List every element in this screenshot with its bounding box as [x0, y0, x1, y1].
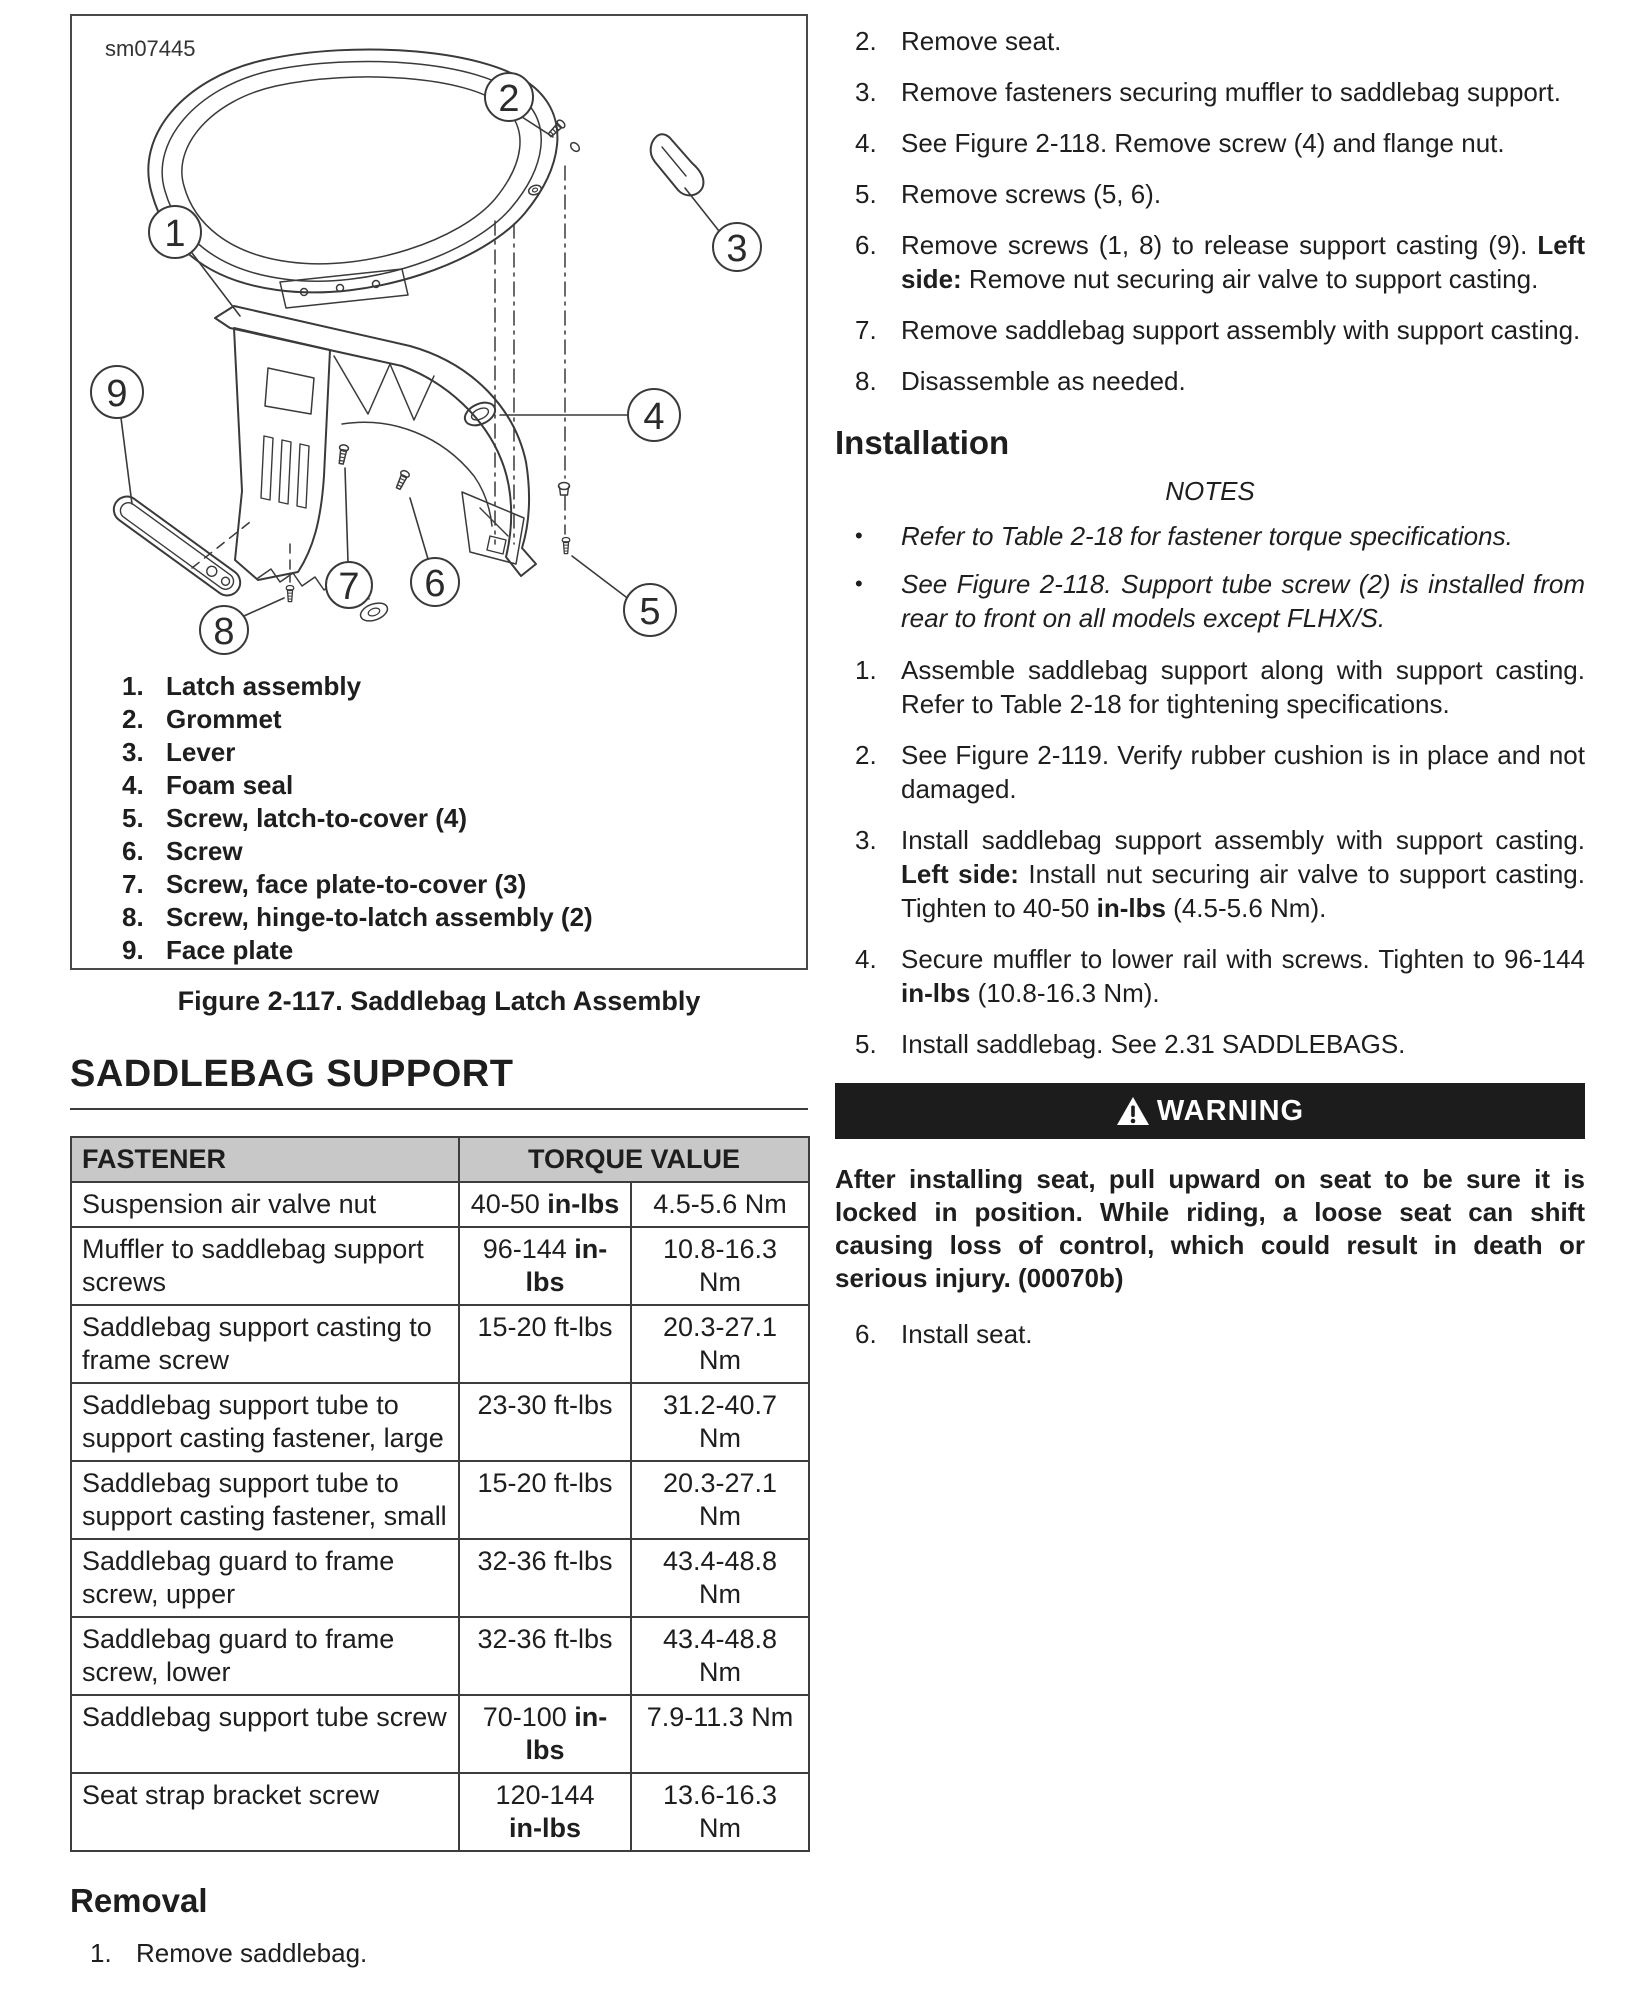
svg-text:5: 5 — [639, 591, 661, 633]
svg-text:4: 4 — [643, 396, 665, 438]
torque-value-cell — [459, 1773, 631, 1851]
legend-item-number: 2. — [122, 704, 144, 734]
bullet-icon: • — [855, 523, 863, 548]
bold-text: in-lbs — [901, 978, 971, 1008]
legend-item-number: 9. — [122, 935, 144, 965]
column-header-fastener: FASTENER — [71, 1137, 459, 1182]
torque-unit: in-lbs — [509, 1813, 581, 1843]
bold-text: Left side: — [901, 230, 1585, 294]
legend-item — [122, 835, 806, 868]
figure-caption: Figure 2-117. Saddlebag Latch Assembly — [177, 986, 701, 1016]
callout-3 — [713, 223, 761, 271]
text: Install nut securing air valve to support casting. Tighten to 40-50 — [901, 859, 1585, 923]
bold-text: Left side: — [901, 859, 1019, 889]
list-item — [855, 1317, 1585, 1351]
fastener-cell: Saddlebag support tube to support casting fastener, small — [71, 1461, 459, 1539]
callout-6 — [411, 558, 459, 606]
list-item-number: 7. — [855, 315, 877, 345]
legend-item — [122, 901, 806, 934]
figure-2-117 — [70, 14, 808, 970]
legend-item — [122, 934, 806, 967]
warning-label: WARNING — [1156, 1094, 1305, 1127]
alignment-dash-lines — [495, 166, 565, 544]
legend-item-number: 1. — [122, 671, 144, 701]
list-item-text — [901, 75, 1585, 109]
text: (10.8-16.3 Nm). — [970, 978, 1160, 1008]
legend-item-label: Latch assembly — [166, 671, 362, 701]
note-text: See Figure 2-118. Support tube screw (2) is installed from rear to front on all models except FLHX/S. — [901, 569, 1585, 633]
fastener-cell: Saddlebag support tube screw — [71, 1695, 459, 1773]
list-item-number: 1. — [855, 655, 877, 685]
notes-label: NOTES — [1165, 476, 1255, 506]
screw-hinge-to-latch — [286, 585, 294, 601]
metric-value-cell: 10.8-16.3 Nm — [631, 1227, 809, 1305]
text: Remove screws (5, 6). — [901, 179, 1162, 209]
callout-5 — [624, 584, 676, 636]
list-item-number: 5. — [855, 1029, 877, 1059]
metric-value-cell: 13.6-16.3 Nm — [631, 1773, 809, 1851]
text: Install seat. — [901, 1319, 1033, 1349]
list-item-number: 5. — [855, 179, 877, 209]
list-item-text — [901, 177, 1585, 211]
list-item-text — [901, 738, 1585, 806]
legend-item — [122, 802, 806, 835]
torque-value: 15-20 — [477, 1468, 555, 1498]
list-item — [855, 1027, 1585, 1061]
face-plate — [109, 491, 246, 600]
torque-value-cell — [459, 1305, 631, 1383]
list-item-text — [901, 228, 1585, 296]
notes-list — [835, 519, 1585, 635]
list-item-number: 3. — [855, 77, 877, 107]
fastener-cell: Saddlebag guard to frame screw, lower — [71, 1617, 459, 1695]
legend-item-label: Face plate — [166, 935, 294, 965]
column-header-torque-value: TORQUE VALUE — [459, 1137, 809, 1182]
legend-item — [122, 670, 806, 703]
legend-item-number: 3. — [122, 737, 144, 767]
screw-face-plate-to-cover — [337, 444, 349, 464]
list-item-text — [901, 1027, 1585, 1061]
metric-value-cell: 31.2-40.7 Nm — [631, 1383, 809, 1461]
list-item-number: 3. — [855, 825, 877, 855]
fastener-cell: Saddlebag support tube to support casting fastener, large — [71, 1383, 459, 1461]
foam-seal — [461, 398, 498, 430]
legend-item-label: Screw, face plate-to-cover (3) — [166, 869, 527, 899]
svg-text:6: 6 — [424, 563, 446, 605]
text: Remove seat. — [901, 26, 1062, 56]
list-item-text — [901, 24, 1585, 58]
list-item — [855, 24, 1585, 58]
torque-unit: ft-lbs — [554, 1624, 613, 1654]
list-item — [90, 1936, 808, 1970]
legend-item-number: 6. — [122, 836, 144, 866]
text: Remove screws (1, 8) to release support casting (9). — [901, 230, 1538, 260]
legend-item — [122, 703, 806, 736]
callout-4 — [628, 389, 680, 441]
list-item — [855, 177, 1585, 211]
list-item — [855, 313, 1585, 347]
torque-unit: ft-lbs — [554, 1546, 613, 1576]
legend-item-number: 8. — [122, 902, 144, 932]
svg-text:7: 7 — [338, 566, 360, 608]
svg-text:1: 1 — [164, 213, 186, 255]
right-column — [835, 24, 1585, 1351]
figure-scan-code: sm07445 — [105, 36, 196, 61]
metric-value-cell: 7.9-11.3 Nm — [631, 1695, 809, 1773]
list-item-text — [901, 126, 1585, 160]
torque-table — [70, 1136, 810, 1852]
torque-value-cell — [459, 1617, 631, 1695]
list-item — [855, 738, 1585, 806]
list-item-number: 1. — [90, 1938, 112, 1968]
text: Install saddlebag support assembly with support casting. — [901, 825, 1585, 855]
list-item-text — [136, 1936, 808, 1970]
metric-value-cell: 43.4-48.8 Nm — [631, 1617, 809, 1695]
list-item-text — [901, 942, 1585, 1010]
torque-table-row — [71, 1695, 809, 1773]
warning-triangle-icon — [1116, 1096, 1150, 1126]
metric-value-cell: 20.3-27.1 Nm — [631, 1305, 809, 1383]
fastener-cell: Saddlebag guard to frame screw, upper — [71, 1539, 459, 1617]
svg-text:3: 3 — [726, 228, 748, 270]
left-column — [70, 14, 808, 1970]
torque-value: 120-144 — [495, 1780, 595, 1810]
legend-item-label: Grommet — [166, 704, 282, 734]
list-item — [855, 75, 1585, 109]
torque-value: 70-100 — [482, 1702, 575, 1732]
callout-leader-lines — [121, 117, 719, 616]
torque-table-row — [71, 1383, 809, 1461]
torque-unit: ft-lbs — [554, 1312, 613, 1342]
callout-7 — [326, 562, 372, 608]
grommet — [527, 184, 542, 197]
list-item-text — [901, 1317, 1585, 1351]
list-item-text — [901, 653, 1585, 721]
text: Secure muffler to lower rail with screws. Tighten to 96-144 — [901, 944, 1585, 974]
torque-table-row — [71, 1305, 809, 1383]
legend-item-number: 7. — [122, 869, 144, 899]
svg-text:9: 9 — [106, 373, 128, 415]
fastener-cell: Suspension air valve nut — [71, 1182, 459, 1227]
text: Disassemble as needed. — [901, 366, 1186, 396]
heading-removal: Removal — [70, 1882, 208, 1919]
warning-text: After installing seat, pull upward on seat to be sure it is locked in position. While riding, a loose seat can shift causing loss of control, which could result in death or serious injury. (00070b) — [835, 1164, 1585, 1293]
torque-table-row — [71, 1617, 809, 1695]
list-item — [855, 228, 1585, 296]
screw-latch-to-cover — [562, 537, 570, 553]
metric-value-cell: 4.5-5.6 Nm — [631, 1182, 809, 1227]
fastener-cell: Muffler to saddlebag support screws — [71, 1227, 459, 1305]
installation-steps — [835, 653, 1585, 1061]
list-item-text — [901, 364, 1585, 398]
flange-nut — [559, 483, 570, 496]
note-item — [855, 567, 1585, 635]
list-item-text — [901, 823, 1585, 925]
torque-table-row — [71, 1227, 809, 1305]
text: (4.5-5.6 Nm). — [1165, 893, 1327, 923]
bold-text: in-lbs — [1096, 893, 1166, 923]
removal-steps-continued — [835, 24, 1585, 398]
text: Install saddlebag. See 2.31 SADDLEBAGS. — [901, 1029, 1406, 1059]
figure-legend — [72, 670, 806, 967]
torque-value-cell — [459, 1695, 631, 1773]
torque-value-cell — [459, 1227, 631, 1305]
list-item — [855, 126, 1585, 160]
text: Remove nut securing air valve to support casting. — [961, 264, 1539, 294]
legend-item-label: Foam seal — [166, 770, 294, 800]
torque-unit: in-lbs — [525, 1234, 608, 1297]
legend-item — [122, 868, 806, 901]
torque-table-row — [71, 1461, 809, 1539]
svg-text:8: 8 — [213, 611, 235, 653]
list-item — [855, 653, 1585, 721]
list-item — [855, 942, 1585, 1010]
lever — [651, 134, 704, 195]
legend-item-number: 5. — [122, 803, 144, 833]
text: Remove saddlebag. — [136, 1938, 368, 1968]
legend-item-label: Screw — [166, 836, 243, 866]
legend-item-label: Lever — [166, 737, 236, 767]
list-item — [855, 823, 1585, 925]
text: Remove saddlebag support assembly with support casting. — [901, 315, 1581, 345]
torque-table-row — [71, 1539, 809, 1617]
torque-value-cell — [459, 1461, 631, 1539]
torque-value: 23-30 — [477, 1390, 555, 1420]
list-item-number: 8. — [855, 366, 877, 396]
torque-value: 15-20 — [477, 1312, 555, 1342]
list-item-text — [901, 313, 1585, 347]
legend-item-label: Screw, hinge-to-latch assembly (2) — [166, 902, 593, 932]
list-item-number: 4. — [855, 944, 877, 974]
torque-value: 96-144 — [482, 1234, 575, 1264]
metric-value-cell: 43.4-48.8 Nm — [631, 1539, 809, 1617]
text: See Figure 2-119. Verify rubber cushion is in place and not damaged. — [901, 740, 1585, 804]
text: Assemble saddlebag support along with support casting. Refer to Table 2-18 for tightening specifications. — [901, 655, 1585, 719]
text: See Figure 2-118. Remove screw (4) and flange nut. — [901, 128, 1505, 158]
torque-value-cell — [459, 1383, 631, 1461]
warning-banner — [835, 1083, 1585, 1139]
fastener-cell: Seat strap bracket screw — [71, 1773, 459, 1851]
bullet-icon: • — [855, 571, 863, 596]
legend-item — [122, 736, 806, 769]
heading-installation: Installation — [835, 424, 1010, 461]
callout-2 — [485, 73, 533, 121]
torque-unit: in-lbs — [525, 1702, 608, 1765]
screw-item-6 — [394, 469, 410, 490]
legend-item-label: Screw, latch-to-cover (4) — [166, 803, 468, 833]
torque-unit: ft-lbs — [554, 1468, 613, 1498]
legend-item — [122, 769, 806, 802]
callout-1 — [149, 206, 201, 258]
metric-value-cell: 20.3-27.1 Nm — [631, 1461, 809, 1539]
note-item — [855, 519, 1585, 553]
list-item-number: 2. — [855, 26, 877, 56]
torque-value: 40-50 — [470, 1189, 548, 1219]
callout-9 — [91, 366, 143, 418]
legend-item-number: 4. — [122, 770, 144, 800]
text: Remove fasteners securing muffler to saddlebag support. — [901, 77, 1561, 107]
callout-8 — [200, 606, 248, 654]
list-item-number: 4. — [855, 128, 877, 158]
fastener-cell: Saddlebag support casting to frame screw — [71, 1305, 459, 1383]
torque-value-cell — [459, 1539, 631, 1617]
list-item — [855, 364, 1585, 398]
list-item-number: 6. — [855, 1319, 877, 1349]
section-heading-saddlebag-support: SADDLEBAG SUPPORT — [70, 1053, 808, 1110]
saddlebag-latch-diagram — [72, 16, 806, 666]
torque-table-row — [71, 1182, 809, 1227]
torque-unit: in-lbs — [547, 1189, 620, 1219]
svg-text:2: 2 — [498, 78, 520, 120]
torque-value: 32-36 — [477, 1624, 555, 1654]
torque-value: 32-36 — [477, 1546, 555, 1576]
note-text: Refer to Table 2-18 for fastener torque specifications. — [901, 521, 1513, 551]
final-steps — [835, 1317, 1585, 1351]
latch-assembly-bracket — [215, 306, 536, 624]
list-item-number: 2. — [855, 740, 877, 770]
torque-table-header-row — [71, 1137, 809, 1182]
removal-steps — [70, 1936, 808, 1970]
torque-unit: ft-lbs — [554, 1390, 613, 1420]
torque-value-cell — [459, 1182, 631, 1227]
list-item-number: 6. — [855, 230, 877, 260]
torque-table-row — [71, 1773, 809, 1851]
